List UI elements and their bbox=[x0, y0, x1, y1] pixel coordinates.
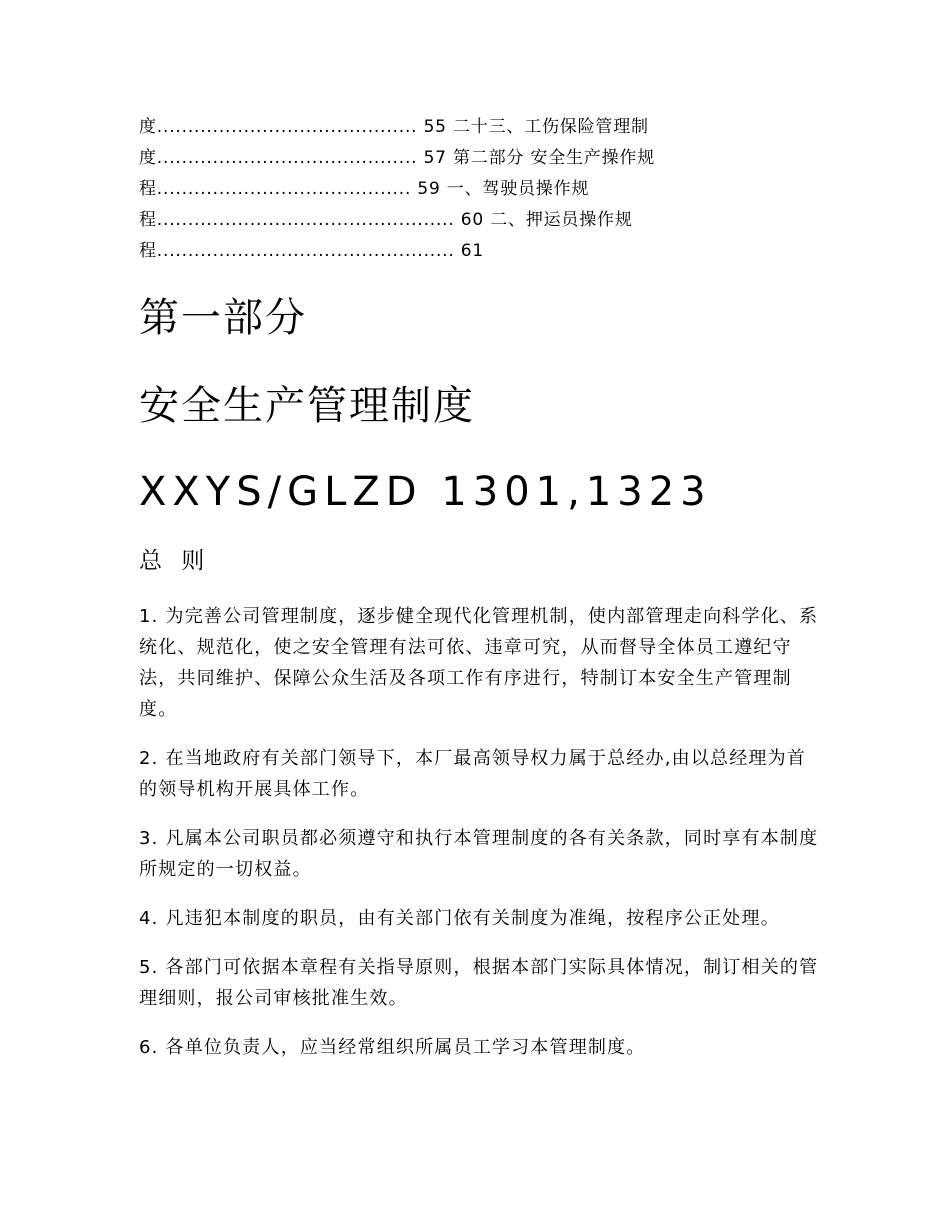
toc-line: 度.......................................... 57 第二部分 安全生产操作规 bbox=[139, 148, 656, 168]
paragraph-2: 2. 在当地政府有关部门领导下，本厂最高领导权力属于总经办,由以总经理为首的领导机构开展具体工作。 bbox=[139, 748, 807, 800]
document-page bbox=[139, 112, 819, 1063]
table-of-contents bbox=[139, 112, 819, 267]
paragraph-6: 6. 各单位负责人，应当经常组织所属员工学习本管理制度。 bbox=[139, 1037, 646, 1058]
document-code: XXYS/GLZD 1301,1323 bbox=[139, 469, 712, 515]
toc-line: 度.......................................... 55 二十三、工伤保险管理制 bbox=[139, 117, 649, 137]
toc-line: 程......................................... 59 一、驾驶员操作规 bbox=[139, 179, 590, 199]
toc-line: 程................................................ 61 bbox=[139, 241, 485, 261]
paragraph-5: 5. 各部门可依据本章程有关指导原则，根据本部门实际具体情况，制订相关的管理细则，报公司审核批准生效。 bbox=[139, 957, 819, 1009]
toc-line: 程................................................ 60 二、押运员操作规 bbox=[139, 210, 633, 230]
part-heading: 第一部分 bbox=[139, 295, 307, 341]
paragraph-1: 1. 为完善公司管理制度，逐步健全现代化管理机制，使内部管理走向科学化、系统化、规范化，使之安全管理有法可依、违章可究，从而督导全体员工遵纪守法，共同维护、保障公众生活及各项工作有序进行，特制订本安全生产管理制度。 bbox=[139, 606, 819, 720]
paragraph-4: 4. 凡违犯本制度的职员，由有关部门依有关制度为准绳，按程序公正处理。 bbox=[139, 908, 780, 929]
section-heading-general: 总 则 bbox=[139, 548, 211, 574]
document-title: 安全生产管理制度 bbox=[139, 383, 475, 429]
paragraph-3: 3. 凡属本公司职员都必须遵守和执行本管理制度的各有关条款，同时享有本制度所规定的一切权益。 bbox=[139, 828, 819, 880]
